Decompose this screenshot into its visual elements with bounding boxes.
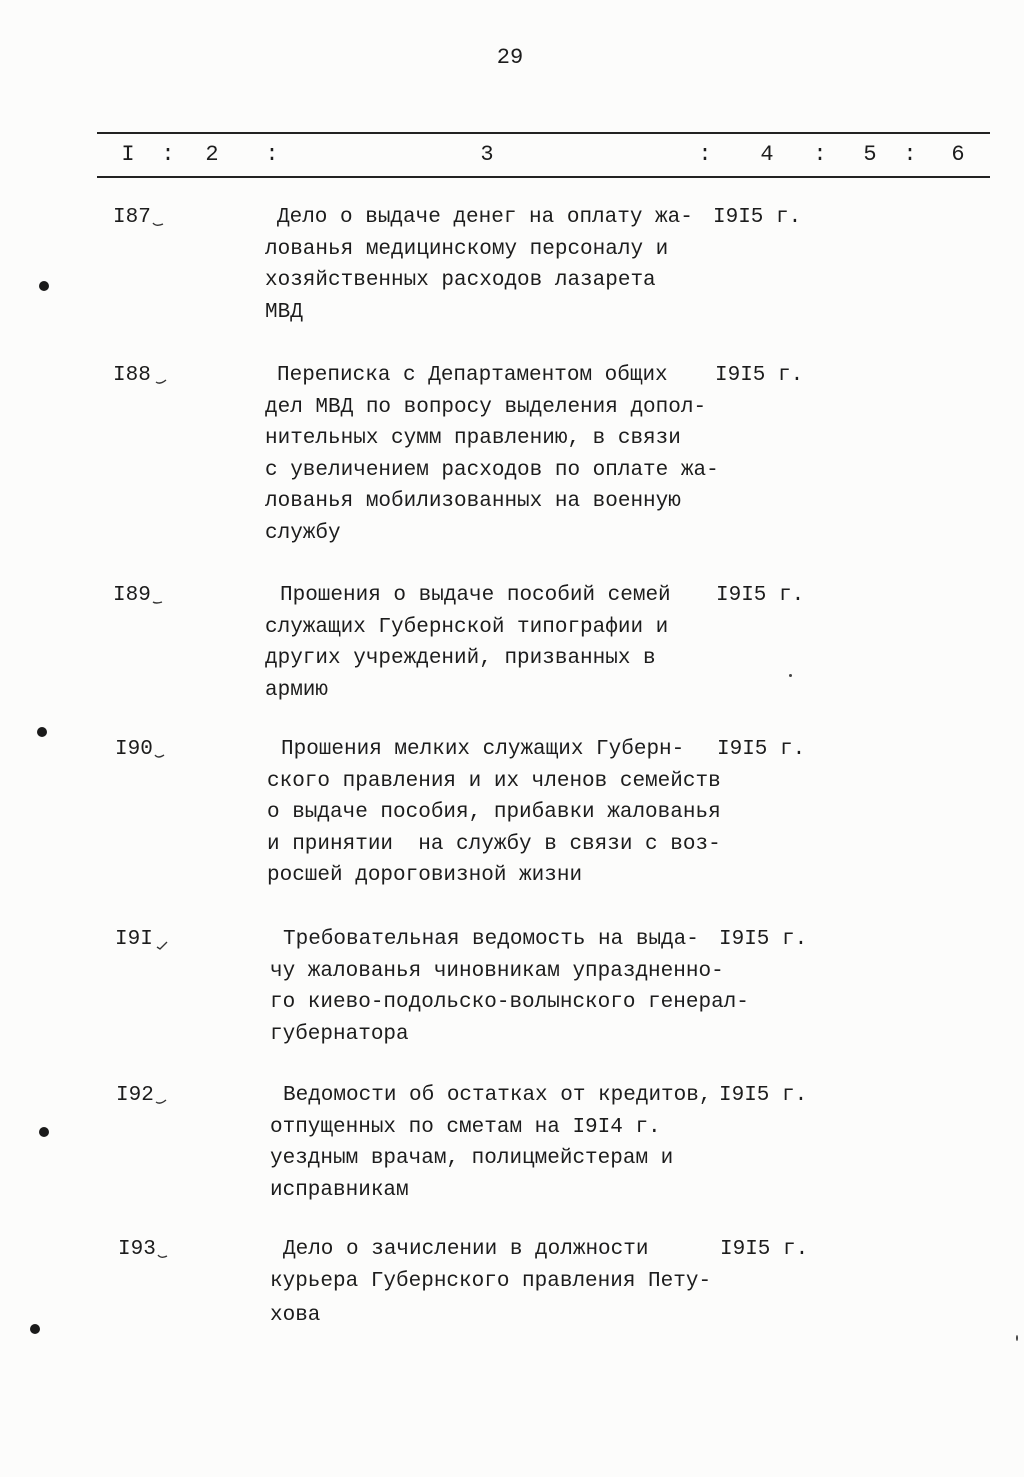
entry-title-line: армию	[265, 678, 329, 702]
entry-title-line: Требовательная ведомость на выда-	[283, 928, 699, 951]
entry-title-line: нительных сумм правлению, в связи	[265, 427, 681, 451]
entry-number: I93	[118, 1238, 156, 1261]
entry-title-line: росшей дороговизной жизни	[267, 864, 583, 888]
entry-title-line: чу жалованья чиновникам упраздненно-	[270, 959, 724, 983]
check-mark-icon	[155, 1096, 167, 1106]
entry-title-line: службу	[265, 521, 341, 545]
entry-title	[270, 1080, 711, 1206]
column-separator: :	[903, 142, 917, 167]
entry-year: I9I5 г.	[715, 364, 804, 387]
column-separator: :	[161, 142, 175, 167]
entry-title-line: хозяйственных расходов лазарета	[265, 269, 656, 293]
entry-year: I9I5 г.	[720, 1238, 809, 1261]
entry-title-line: ского правления и их членов семейств	[267, 769, 721, 793]
entry-title	[265, 202, 693, 328]
entry-year: I9I5 г.	[716, 584, 805, 607]
check-mark-icon	[155, 376, 167, 386]
entry-title-line: МВД	[265, 300, 303, 324]
entry-title-line: губернатора	[270, 1022, 409, 1046]
entry-title-line: Ведомости об остатках от кредитов,	[283, 1084, 712, 1107]
entry-title-line: уездным врачам, полицмейстерам и	[270, 1147, 674, 1171]
column-header-4: 4	[760, 142, 774, 167]
entry-number: I90	[115, 738, 153, 761]
entry-title-line: го киево-подольско-волынского генерал-	[270, 991, 749, 1015]
entry-title-line: и принятии на службу в связи с воз-	[267, 832, 721, 856]
check-mark-icon	[154, 750, 166, 760]
column-header-6: 6	[951, 142, 965, 167]
entry-title-line: Прошения о выдаче пособий семей	[280, 584, 671, 607]
column-header-1: I	[121, 142, 135, 167]
paper-speck	[1016, 1335, 1018, 1341]
entry-title-line: лованья медицинскому персоналу и	[265, 237, 669, 261]
column-separator: :	[698, 142, 712, 167]
page-number: 29	[496, 45, 524, 70]
entry-title-line: Дело о выдаче денег на оплату жа-	[277, 206, 693, 229]
column-header-5: 5	[863, 142, 877, 167]
entry-year: I9I5 г.	[719, 1084, 808, 1107]
entry-title-line: служащих Губернской типографии и	[265, 615, 669, 639]
entry-year: I9I5 г.	[719, 928, 808, 951]
entry-number: I89	[113, 584, 151, 607]
entry-number: I9I	[115, 928, 153, 951]
header-top-rule	[97, 132, 990, 134]
check-mark-icon	[152, 218, 164, 228]
entry-number: I88	[113, 364, 151, 387]
punch-hole-mark	[37, 727, 47, 737]
punch-hole-mark	[30, 1324, 40, 1334]
column-header-3: 3	[480, 142, 494, 167]
entry-title-line: дел МВД по вопросу выделения допол-	[265, 395, 707, 419]
entry-title-line: лованья мобилизованных на военную	[265, 490, 681, 514]
entry-title-line: курьера Губернского правления Пету-	[270, 1269, 712, 1293]
entry-title-line: с увеличением расходов по оплате жа-	[265, 458, 719, 482]
header-bottom-rule	[97, 176, 990, 178]
entry-title-line: о выдаче пособия, прибавки жалованья	[267, 801, 721, 825]
paper-speck	[789, 674, 792, 677]
entry-title-line: исправникам	[270, 1178, 409, 1202]
entry-title-line: Дело о зачислении в должности	[283, 1238, 649, 1261]
entry-year: I9I5 г.	[713, 206, 802, 229]
entry-year: I9I5 г.	[717, 738, 806, 761]
punch-hole-mark	[39, 1127, 49, 1137]
check-mark-icon	[156, 940, 168, 950]
entry-title-line: отпущенных по сметам на I9I4 г.	[270, 1115, 661, 1139]
entry-title-line: других учреждений, призванных в	[265, 647, 656, 671]
entry-title	[270, 924, 749, 1050]
entry-title	[267, 734, 721, 892]
entry-title	[265, 580, 671, 706]
punch-hole-mark	[39, 281, 49, 291]
column-header-2: 2	[205, 142, 219, 167]
column-separator: :	[813, 142, 827, 167]
entry-title-line: Прошения мелких служащих Губерн-	[281, 738, 685, 761]
check-mark-icon	[152, 596, 164, 606]
entry-title-line: хова	[270, 1304, 321, 1328]
entry-number: I92	[116, 1084, 154, 1107]
check-mark-icon	[157, 1250, 169, 1260]
entry-title-line: Переписка с Департаментом общих	[277, 364, 668, 387]
entry-title	[270, 1234, 711, 1332]
entry-title	[265, 360, 719, 550]
column-separator: :	[265, 142, 279, 167]
entry-number: I87	[113, 206, 151, 229]
